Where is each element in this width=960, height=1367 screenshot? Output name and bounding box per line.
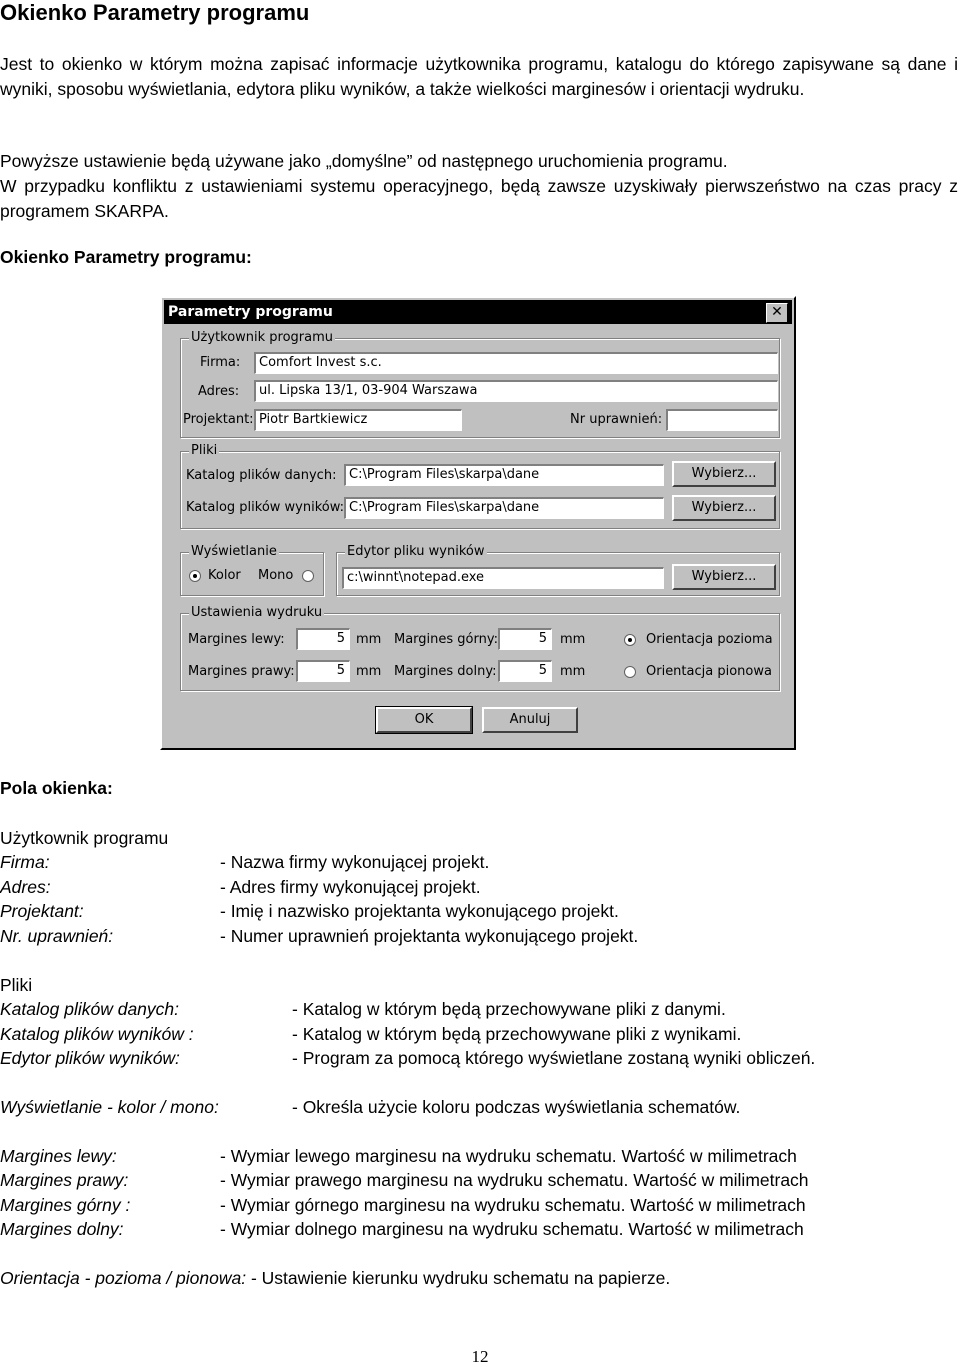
field-desc: - Wymiar lewego marginesu na wydruku schematu. Wartość w milimetrach (220, 1146, 797, 1166)
editor-group-title: Edytor pliku wyników (347, 544, 485, 559)
field-desc: - Nazwa firmy wykonującej projekt. (220, 852, 490, 872)
field-desc: - Ustawienie kierunku wydruku schematu na papierze. (246, 1268, 671, 1288)
print-group-title: Ustawienia wydruku (191, 605, 323, 620)
top-margin-label: Margines górny: (394, 632, 498, 647)
firma-input[interactable]: Comfort Invest s.c. (254, 352, 778, 374)
left-margin-unit: mm (356, 632, 382, 647)
field-name: Adres: (0, 877, 51, 897)
field-name: Margines dolny: (0, 1219, 124, 1239)
bottom-margin-label: Margines dolny: (394, 664, 497, 679)
top-margin-input[interactable]: 5 (498, 628, 552, 650)
browse-editor-button[interactable]: Wybierz... (672, 564, 776, 590)
parameters-dialog (160, 296, 796, 750)
display-group-title: Wyświetlanie (191, 544, 277, 559)
nr-uprawnien-input[interactable] (666, 409, 778, 431)
field-name: Margines prawy: (0, 1170, 129, 1190)
orientation-horizontal-radio[interactable] (624, 634, 636, 646)
field-name: Projektant: (0, 901, 84, 921)
top-margin-unit: mm (560, 632, 586, 647)
bottom-margin-input[interactable]: 5 (498, 660, 552, 682)
fields-heading: Pola okienka: (0, 778, 113, 798)
page-number: 12 (471, 1347, 489, 1366)
field-desc: - Katalog w którym będą przechowywane pliki z danymi. (292, 999, 726, 1019)
bottom-margin-unit: mm (560, 664, 586, 679)
field-desc: - Imię i nazwisko projektanta wykonującego projekt. (220, 901, 619, 921)
field-name: Wyświetlanie - kolor / mono: (0, 1097, 219, 1117)
orientation-vertical-label: Orientacja pionowa (646, 664, 772, 679)
cancel-button[interactable]: Anuluj (482, 707, 578, 733)
adres-input[interactable]: ul. Lipska 13/1, 03-904 Warszawa (254, 380, 778, 402)
editor-input[interactable]: c:\winnt\notepad.exe (342, 567, 664, 589)
result-dir-label: Katalog plików wyników: (186, 500, 345, 515)
page-heading: Okienko Parametry programu (0, 0, 310, 25)
right-margin-label: Margines prawy: (188, 664, 295, 679)
firma-label: Firma: (200, 355, 241, 370)
projektant-label: Projektant: (183, 412, 254, 427)
orientation-vertical-radio[interactable] (624, 666, 636, 678)
files-section-title: Pliki (0, 975, 33, 995)
field-name: Margines lewy: (0, 1146, 117, 1166)
right-margin-input[interactable]: 5 (296, 660, 350, 682)
adres-label: Adres: (198, 384, 240, 399)
user-section-title: Użytkownik programu (0, 828, 169, 848)
field-desc: - Wymiar prawego marginesu na wydruku schematu. Wartość w milimetrach (220, 1170, 809, 1190)
field-name: Edytor plików wyników: (0, 1048, 180, 1068)
files-group-title: Pliki (191, 443, 218, 458)
browse-result-dir-button[interactable]: Wybierz... (672, 495, 776, 521)
data-dir-label: Katalog plików danych: (186, 468, 337, 483)
field-name: Katalog plików wyników : (0, 1024, 194, 1044)
window-heading: Okienko Parametry programu: (0, 247, 252, 267)
kolor-radio[interactable] (189, 570, 201, 582)
field-desc: - Wymiar górnego marginesu na wydruku schematu. Wartość w milimetrach (220, 1195, 806, 1215)
left-margin-label: Margines lewy: (188, 632, 285, 647)
data-dir-input[interactable]: C:\Program Files\skarpa\dane (344, 464, 664, 486)
user-group-title: Użytkownik programu (191, 330, 334, 345)
field-desc: - Adres firmy wykonującej projekt. (220, 877, 481, 897)
dialog-title: Parametry programu (168, 304, 333, 320)
field-name: Firma: (0, 852, 50, 872)
field-desc: - Numer uprawnień projektanta wykonującego projekt. (220, 926, 639, 946)
intro-paragraph-3: W przypadku konfliktu z ustawieniami systemu operacyjnego, będą zawsze uzyskiwały pierwszeństwo na czas pracy z programem SKARPA. (0, 176, 958, 221)
field-name: Katalog plików danych: (0, 999, 179, 1019)
right-margin-unit: mm (356, 664, 382, 679)
mono-radio[interactable] (302, 570, 314, 582)
mono-label: Mono (258, 568, 294, 583)
left-margin-input[interactable]: 5 (296, 628, 350, 650)
field-name: Nr. uprawnień: (0, 926, 114, 946)
close-icon[interactable]: ✕ (766, 303, 788, 323)
browse-data-dir-button[interactable]: Wybierz... (672, 461, 776, 487)
dialog-titlebar (164, 300, 792, 324)
projektant-input[interactable]: Piotr Bartkiewicz (254, 409, 462, 431)
intro-paragraph-1: Jest to okienko w którym można zapisać informacje użytkownika programu, katalogu do którego zapisywane są dane i wyniki, sposobu wyświetlania, edytora pliku wyników, a także wielkości marginesów i orientacji wydruku. (0, 54, 958, 99)
kolor-label: Kolor (208, 568, 241, 583)
field-desc: - Program za pomocą którego wyświetlane zostaną wyniki obliczeń. (292, 1048, 816, 1068)
field-name: Orientacja - pozioma / pionowa: (0, 1268, 247, 1288)
field-desc: - Wymiar dolnego marginesu na wydruku schematu. Wartość w milimetrach (220, 1219, 804, 1239)
field-desc: - Katalog w którym będą przechowywane pliki z wynikami. (292, 1024, 742, 1044)
field-name: Margines górny : (0, 1195, 131, 1215)
print-group (180, 605, 780, 691)
orientation-horizontal-label: Orientacja pozioma (646, 632, 773, 647)
ok-button[interactable]: OK (376, 707, 472, 733)
intro-paragraph-2: Powyższe ustawienie będą używane jako „domyślne” od następnego uruchomienia programu. (0, 151, 728, 171)
result-dir-input[interactable]: C:\Program Files\skarpa\dane (344, 497, 664, 519)
field-desc: - Określa użycie koloru podczas wyświetlania schematów. (292, 1097, 741, 1117)
orientation-field (0, 1268, 670, 1289)
nr-uprawnien-label: Nr uprawnień: (570, 412, 663, 427)
